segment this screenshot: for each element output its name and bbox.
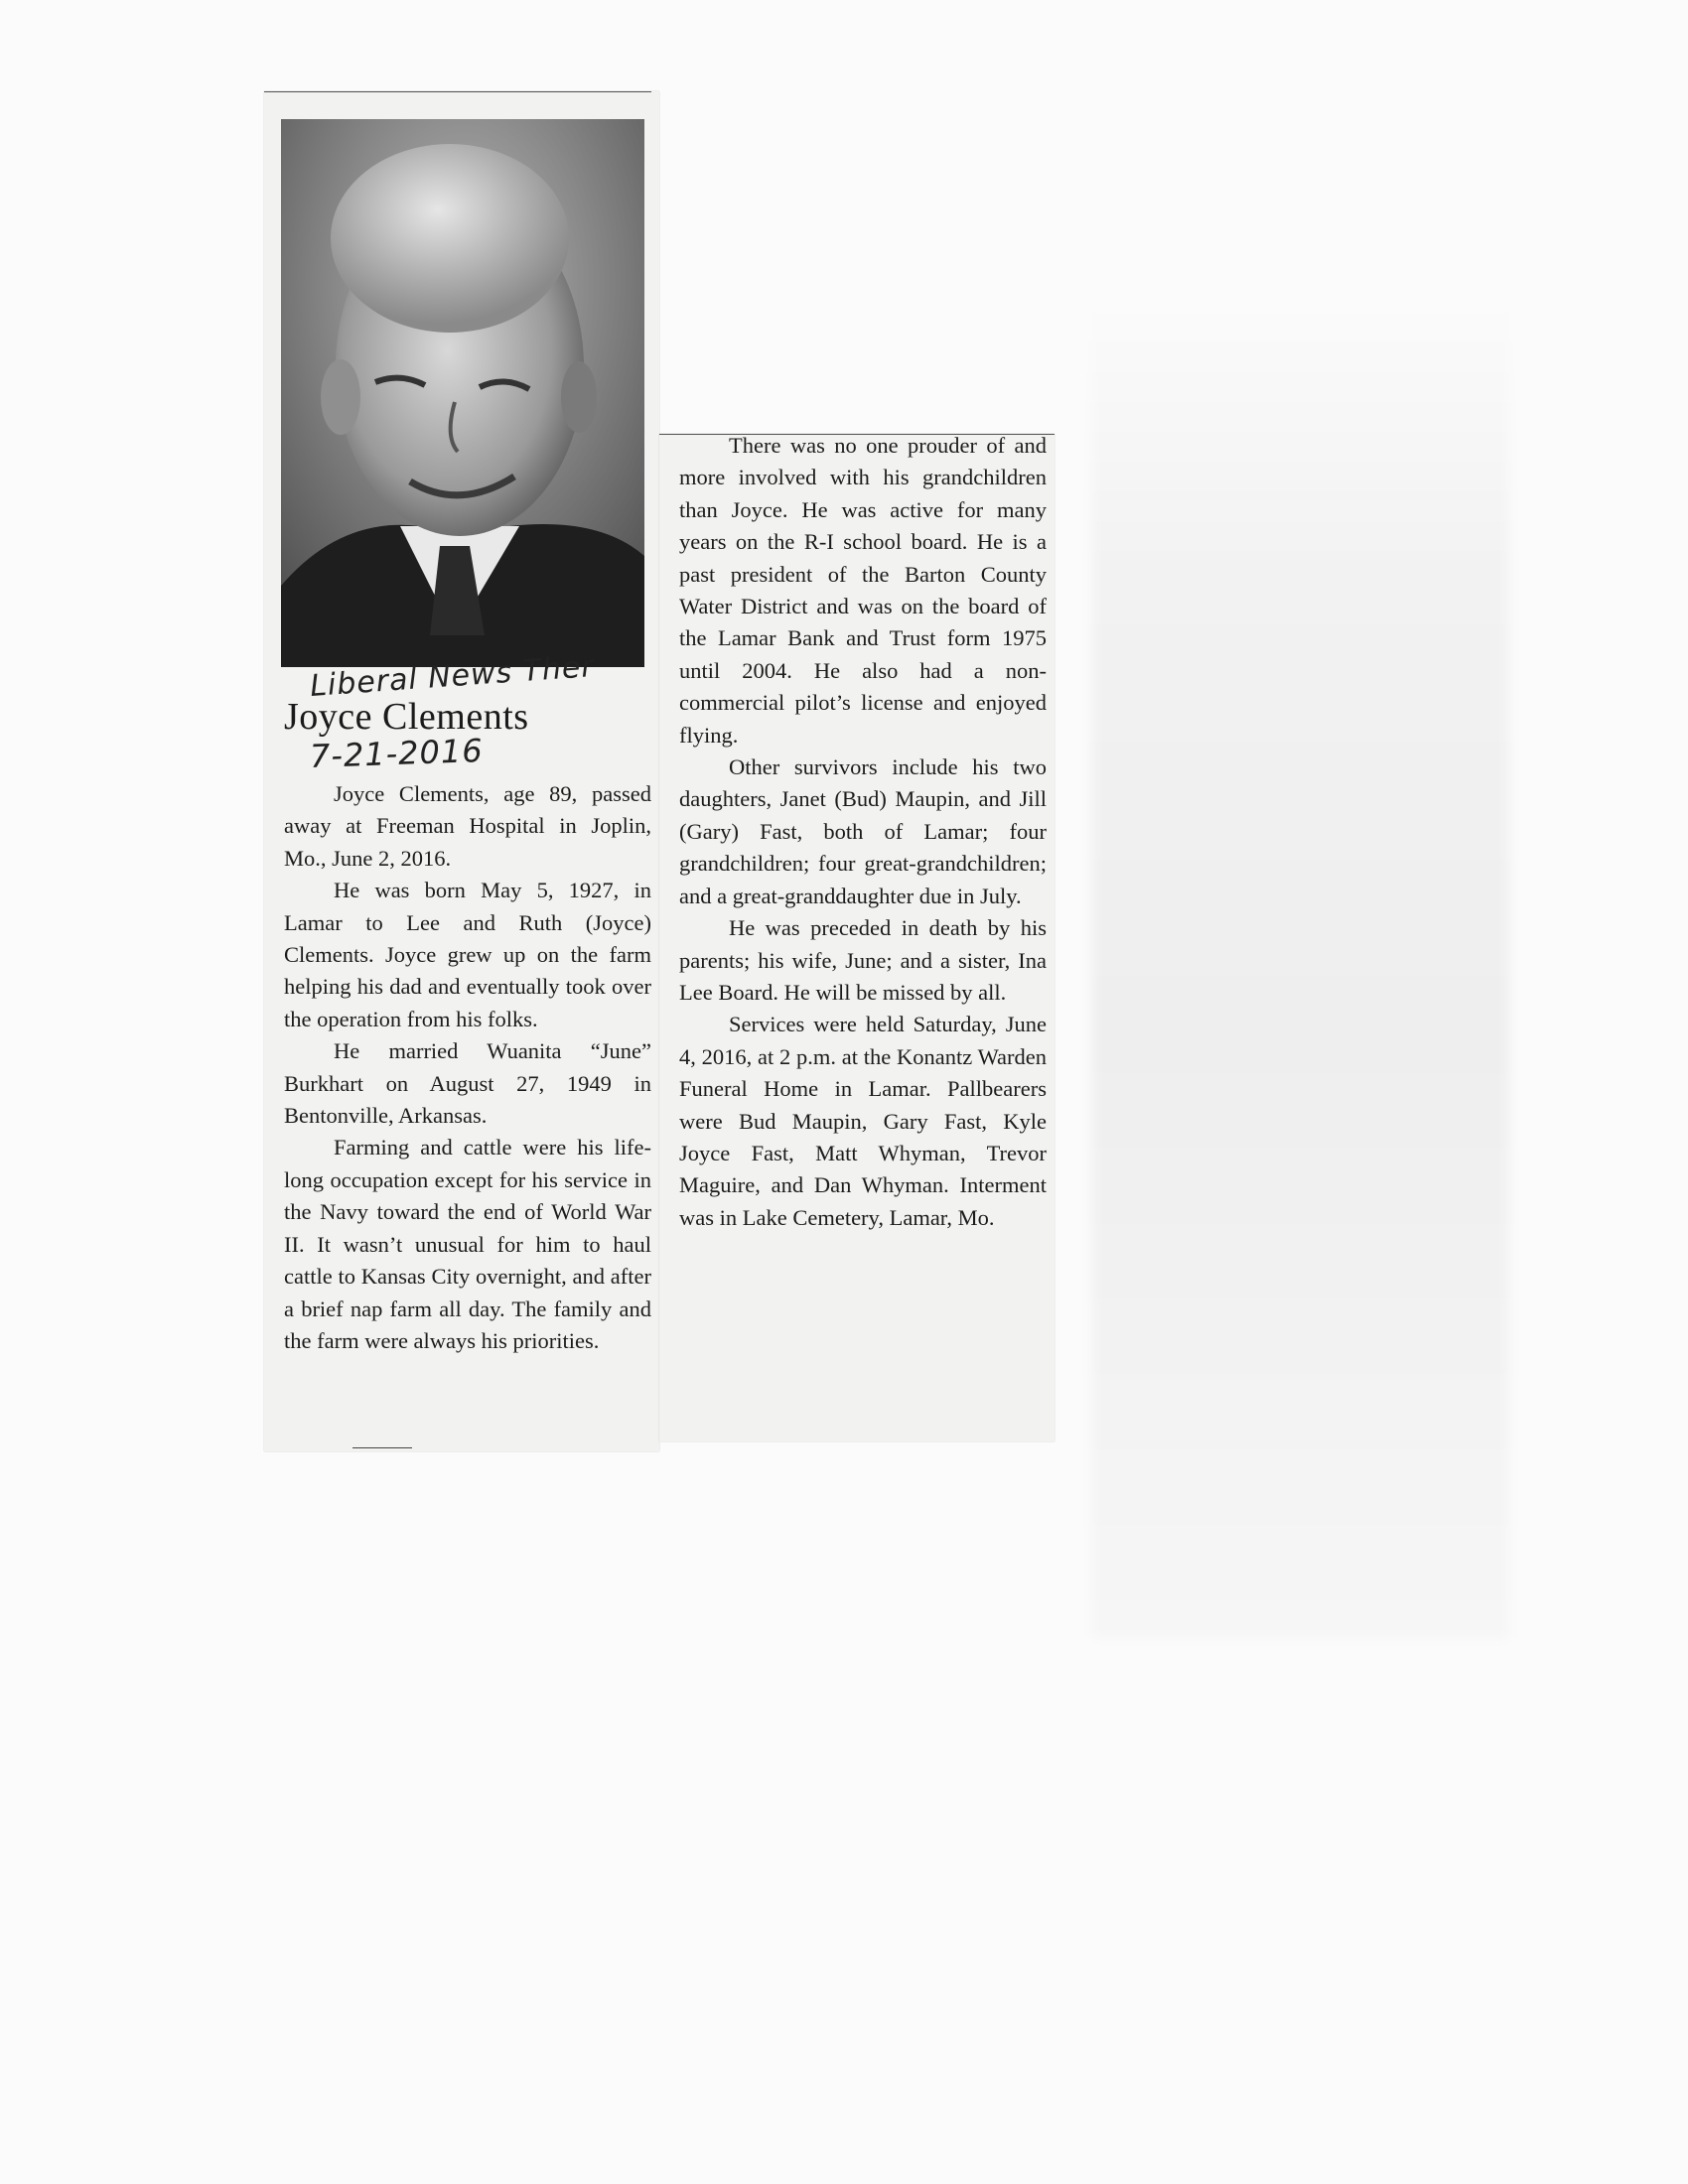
clipping-cut-edge (352, 1447, 412, 1448)
paragraph: Farming and cattle were his life-long occupation except for his service in the Navy toward the end of World War II. It wasn’t unusual for him to haul cattle to Kansas City overnight, and after a brief nap farm all day. The family and the farm were always his priorities. (284, 1135, 651, 1353)
obituary-text-right (679, 430, 1047, 1234)
handwritten-newspaper-name: Liberal News Ther (309, 649, 596, 704)
handwritten-date: 7-21-2016 (309, 731, 485, 776)
paragraph: Services were held Saturday, June 4, 2016, at 2 p.m. at the Konantz Warden Funeral Home in Lamar. Pallbearers were Bud Maupin, Gary Fast, Kyle Joyce Fast, Matt Whyman, Trevor Maguire, and Dan Whyman. Interment was in Lake Cemetery, Lamar, Mo. (679, 1012, 1047, 1230)
paragraph: There was no one prouder of and more involved with his grandchildren than Joyce. He was active for many years on the R-I school board. He is a past president of the Barton County Water District and was on the board of the Lamar Bank and Trust form 1975 until 2004. He also had a non-commercial pilot’s license and enjoyed flying. (679, 433, 1047, 748)
portrait-photo (281, 119, 644, 667)
paragraph: He was born May 5, 1927, in Lamar to Lee and Ruth (Joyce) Clements. Joyce grew up on the farm helping his dad and eventually took over the operation from his folks. (284, 878, 651, 1031)
paragraph: He was preceded in death by his parents; his wife, June; and a sister, Ina Lee Board. He will be missed by all. (679, 915, 1047, 1005)
paragraph: He married Wuanita “June” Burkhart on August 27, 1949 in Bentonville, Arkansas. (284, 1038, 651, 1129)
obituary-text-left (284, 778, 651, 1357)
paragraph: Other survivors include his two daughters, Janet (Bud) Maupin, and Jill (Gary) Fast, both of Lamar; four grandchildren; four great-grandchildren; and a great-granddaughter due in July. (679, 754, 1047, 908)
reverse-side-bleed-through (1092, 298, 1509, 1638)
paragraph: Joyce Clements, age 89, passed away at Freeman Hospital in Joplin, Mo., June 2, 2016. (284, 781, 651, 871)
obituary-headline: Joyce Clements (284, 696, 529, 738)
portrait-image (281, 119, 644, 667)
